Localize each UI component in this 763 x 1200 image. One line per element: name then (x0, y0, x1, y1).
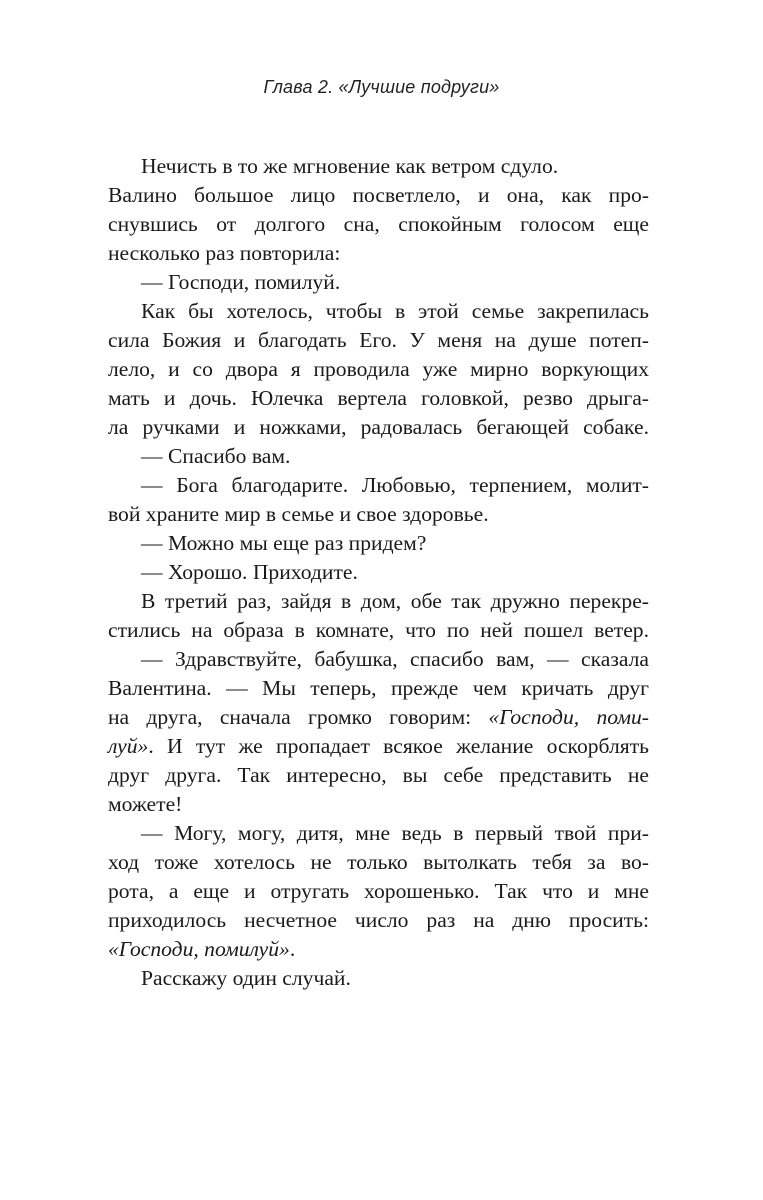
text-line: Нечисть в то же мгновение как ветром сдуло. (141, 154, 559, 178)
text-line: ход тоже хотелось не только вытолкать тебя за во- (108, 850, 649, 874)
running-head: Глава 2. «Лучшие подруги» (263, 77, 500, 97)
text-line: снувшись от долгого сна, спокойным голосом еще (108, 212, 649, 236)
text-line (108, 935, 649, 964)
text-line: — Здравствуйте, бабушка, спасибо вам, — сказала (141, 647, 649, 671)
text-line: лело, и со двора я проводила уже мирно воркующих (108, 357, 649, 381)
text-line: приходилось несчетное число раз на дню просить: (108, 908, 649, 932)
text-line: В третий раз, зайдя в дом, обе так дружно перекре- (141, 589, 649, 613)
text-line: Как бы хотелось, чтобы в этой семье закрепилась (141, 299, 649, 323)
italic-quote: «Господи, помилуй» (108, 937, 290, 961)
italic-quote: «Господи, поми- (488, 705, 649, 729)
text-line: стились на образа в комнате, что по ней пошел ветер. (108, 618, 649, 642)
text-line: друг друга. Так интересно, вы себе представить не (108, 763, 649, 787)
text-line: Расскажу один случай. (141, 966, 351, 990)
text-line: — Можно мы еще раз придем? (141, 531, 427, 555)
text-line (108, 703, 649, 732)
text-line: мать и дочь. Юлечка вертела головкой, резво дрыга- (108, 386, 649, 410)
text-line: — Господи, помилуй. (141, 270, 341, 294)
text-line: можете! (108, 792, 183, 816)
text-line: сила Божия и благодать Его. У меня на душе потеп- (108, 328, 649, 352)
text-line: Валино большое лицо посветлело, и она, как про- (108, 183, 649, 207)
text-line: Валентина. — Мы теперь, прежде чем кричать друг (108, 676, 649, 700)
text-line (108, 732, 649, 761)
text-line: — Спасибо вам. (141, 444, 291, 468)
text-line: вой храните мир в семье и свое здоровье. (108, 502, 489, 526)
text-run: . И тут же пропадает всякое желание оскорблять (148, 734, 649, 758)
text-line: ла ручками и ножками, радовалась бегающей собаке. (108, 415, 649, 439)
text-line: рота, а еще и отругать хорошенько. Так что и мне (108, 879, 649, 903)
italic-quote: луй» (108, 734, 149, 758)
text-line: несколько раз повторила: (108, 241, 341, 265)
text-line: — Хорошо. Приходите. (141, 560, 358, 584)
text-run: . (289, 937, 296, 961)
text-line: — Бога благодарите. Любовью, терпением, молит- (141, 473, 649, 497)
text-run: на друга, сначала громко говорим: (108, 705, 489, 729)
text-line: — Могу, могу, дитя, мне ведь в первый твой при- (141, 821, 649, 845)
body-text (108, 152, 649, 993)
